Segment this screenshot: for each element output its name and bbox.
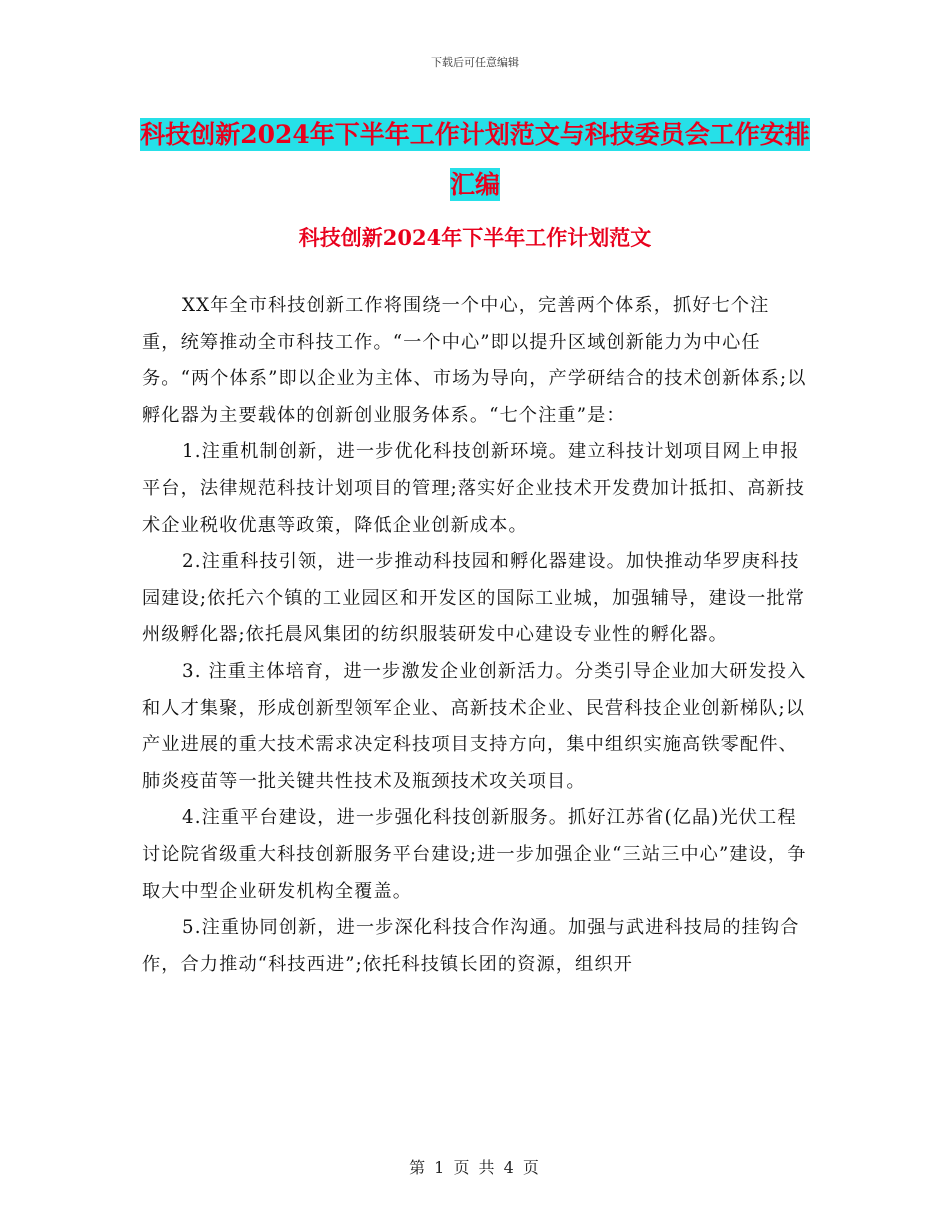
section-title: 科技创新2024年下半年工作计划范文 <box>298 225 652 250</box>
document-title <box>140 110 810 210</box>
document-title-highlight: 科技创新2024年下半年工作计划范文与科技委员会工作安排汇编 <box>140 120 810 199</box>
paragraph-item-3: 3. 注重主体培育，进一步激发企业创新活力。分类引导企业加大研发投入和人才集聚，形成创新型领军企业、高新技术企业、民营科技企业创新梯队;以产业进展的重大技术需求决定科技项目支持方向，集中组织实施高铁零配件、肺炎疫苗等一批关键共性技术及瓶颈技术攻关项目。 <box>142 660 807 792</box>
paragraph-item-2: 2.注重科技引领，进一步推动科技园和孵化器建设。加快推动华罗庚科技园建设;依托六个镇的工业园区和开发区的国际工业城，加强辅导，建设一批常州级孵化器;依托晨风集团的纺织服装研发中心建设专业性的孵化器。 <box>142 551 806 646</box>
paragraph-item-1: 1.注重机制创新，进一步优化科技创新环境。建立科技计划项目网上申报平台，法律规范科技计划项目的管理;落实好企业技术开发费加计抵扣、高新技术企业税收优惠等政策，降低企业创新成本。 <box>142 441 806 536</box>
paragraph-intro: XX年全市科技创新工作将围绕一个中心，完善两个体系，抓好七个注重，统筹推动全市科技工作。“一个中心”即以提升区域创新能力为中心任务。“两个体系”即以企业为主体、市场为导向，产学研结合的技术创新体系;以孵化器为主要载体的创新创业服务体系。“七个注重”是： <box>142 295 807 426</box>
paragraph-item-4: 4.注重平台建设，进一步强化科技创新服务。抓好江苏省(亿晶)光伏工程讨论院省级重大科技创新服务平台建设;进一步加强企业“三站三中心”建设，争取大中型企业研发机构全覆盖。 <box>142 807 807 902</box>
page-header-note: 下载后可任意编辑 <box>431 56 519 69</box>
paragraph-item-5: 5.注重协同创新，进一步深化科技合作沟通。加强与武进科技局的挂钩合作，合力推动“科技西进”;依托科技镇长团的资源，组织开 <box>142 917 800 975</box>
page-number-footer: 第 1 页 共 4 页 <box>409 1158 541 1177</box>
document-body <box>142 288 808 983</box>
